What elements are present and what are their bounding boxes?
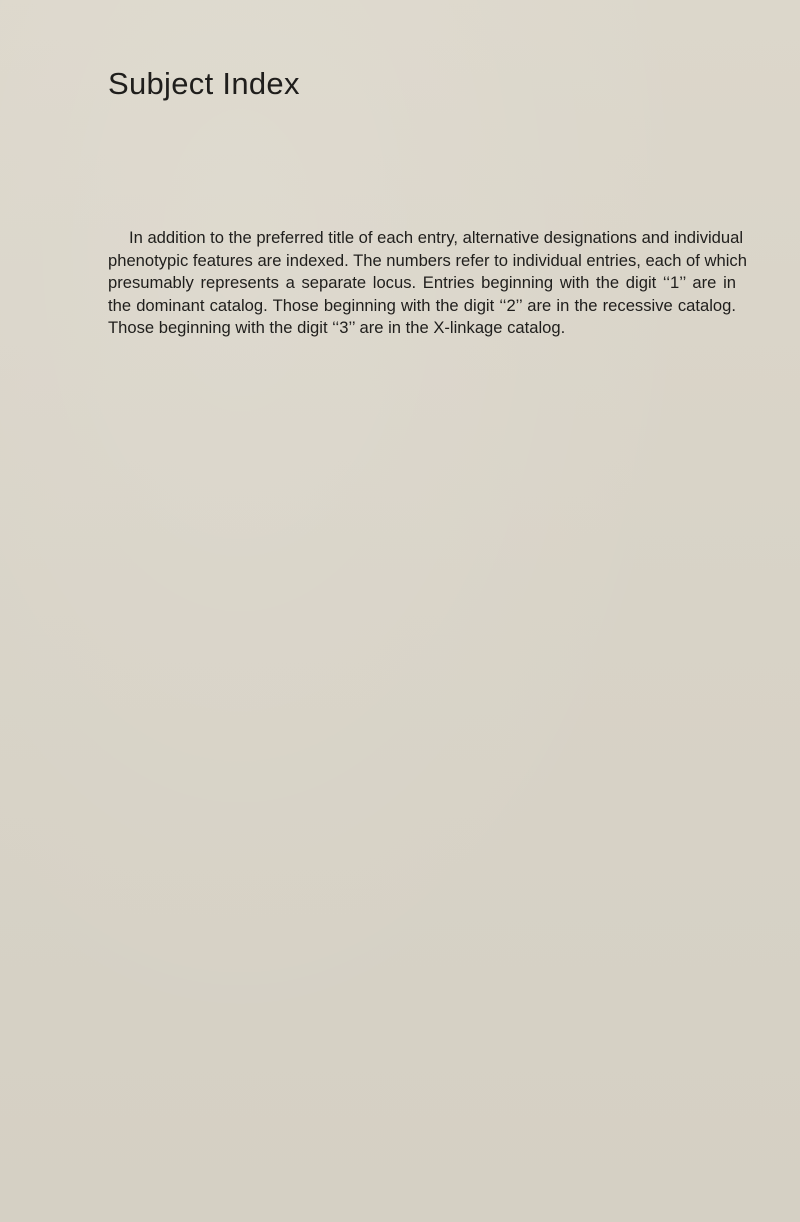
intro-line: the dominant catalog. Those beginning with the digit ‘‘2’’ are in the recessive catalog. <box>108 295 736 315</box>
intro-line: phenotypic features are indexed. The numbers refer to individual entries, each of which <box>108 250 747 270</box>
intro-line: presumably represents a separate locus. Entries beginning with the digit ‘‘1’’ are in <box>108 273 736 292</box>
intro-line: In addition to the preferred title of each entry, alternative designations and individual <box>129 228 744 247</box>
page-title: Subject Index <box>108 66 300 101</box>
intro-line: Those beginning with the digit ‘‘3’’ are in the X-linkage catalog. <box>108 318 566 337</box>
intro-paragraph <box>108 227 747 340</box>
